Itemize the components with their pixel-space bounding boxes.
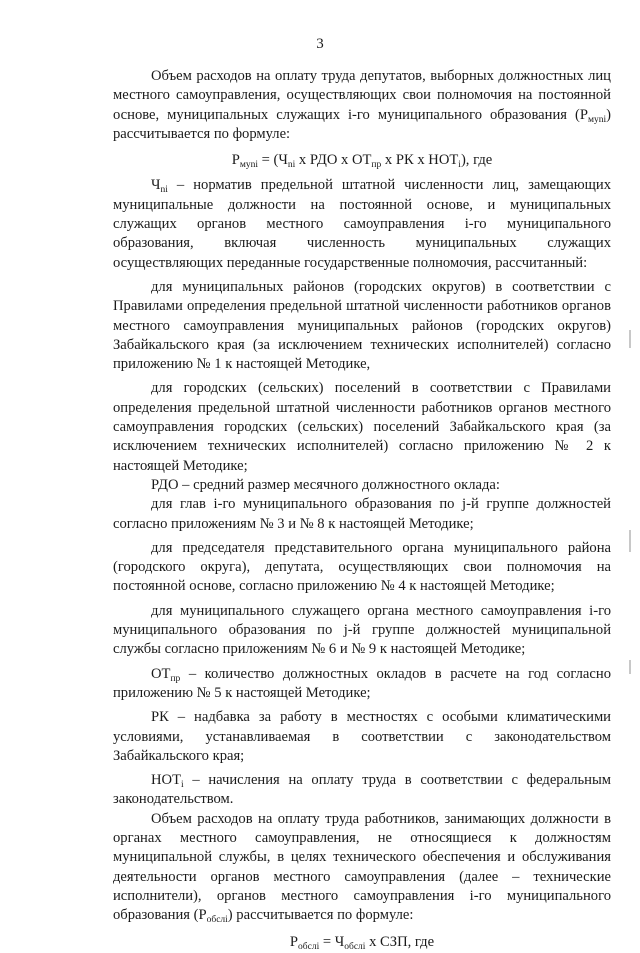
scan-margin-mark bbox=[629, 530, 631, 552]
paragraph-settlements: для городских (сельских) поселений в соответствии с Правилами определения предельной штатной численности работников органов местного самоуправления городских (сельских) поселений Забайкальского края (за исключением технических исполнителей) согласно приложению № 2 к настоящей Методике; bbox=[113, 380, 611, 474]
scan-margin-mark bbox=[629, 660, 631, 674]
paragraph-technical-staff: Объем расходов на оплату труда работников, занимающих должности в органах местного самоуправления, не относящиеся к должностям муниципальной службы, в целях технического обеспечения и обслуживания деятельности органов местного самоуправления (далее – технические исполнители), органов местного самоуправления i-го муниципального образования $(Р_{обслi})$ рассчитывается по формуле: bbox=[113, 810, 611, 926]
formula-robsli: $Р_{обслi} = Ч_{обслi}$ х СЗП, где bbox=[289, 934, 435, 953]
formula-rmuni: $Р_{муni} = (Ч_{ni}$ х РДО х $ОТ_{пр}$ х РК х $НОТ_i$), где bbox=[231, 152, 493, 171]
scan-margin-mark bbox=[629, 330, 631, 348]
definition-noti: $НОТ_i$ – начисления на оплату труда в соответствии с федеральным законодательством. bbox=[113, 772, 611, 808]
paragraph-municipal-districts: для муниципальных районов (городских округов) в соответствии с Правилами определения предельной штатной численности работников органов местного самоуправления муниципальных районов (городских округов) Забайкальского края (за исключением технических исполнителей) согласно приложению № 1 к настоящей Методике, bbox=[113, 278, 611, 373]
definition-chni: $Ч_{ni}$ – норматив предельной штатной численности лиц, замещающих муниципальные должности на постоянной основе, и муниципальных служащих органов местного самоуправления i-го муниципального образования, включая численность муниципальных служащих осуществляющих переданные государственные полномочия, рассчитанный: bbox=[113, 177, 611, 271]
definition-rdo: РДО – средний размер месячного должностного оклада: bbox=[151, 476, 500, 493]
paragraph-municipal-servant: для муниципального служащего органа местного самоуправления i-го муниципального образования по j-й группе должностей муниципальной службы согласно приложениям № 6 и № 9 к настоящей Методике; bbox=[113, 602, 611, 658]
definition-otpr: $ОТ_{пр}$ – количество должностных окладов в расчете на год согласно приложению № 5 к настоящей Методике; bbox=[113, 665, 611, 701]
page-number: 3 bbox=[316, 36, 324, 52]
document-body bbox=[113, 67, 611, 953]
definition-rk: РК – надбавка за работу в местностях с особыми климатическими условиями, устанавливаемая в соответствии с законодательством Забайкальского края; bbox=[113, 709, 611, 764]
paragraph-chairman: для председателя представительного органа муниципального района (городского округа), депутата, осуществляющих свои полномочия на постоянной основе, согласно приложению № 4 к настоящей Методике; bbox=[113, 539, 611, 595]
paragraph-heads: для глав i-го муниципального образования по j-й группе должностей согласно приложениям № 3 и № 8 к настоящей Методике; bbox=[113, 496, 611, 532]
paragraph-wage-expenses-deputies: Объем расходов на оплату труда депутатов, выборных должностных лиц местного самоуправления, осуществляющих свои полномочия на постоянной основе, муниципальных служащих i-го муниципального образования $(Р_{муni})$ рассчитывается по формуле: bbox=[113, 68, 611, 142]
